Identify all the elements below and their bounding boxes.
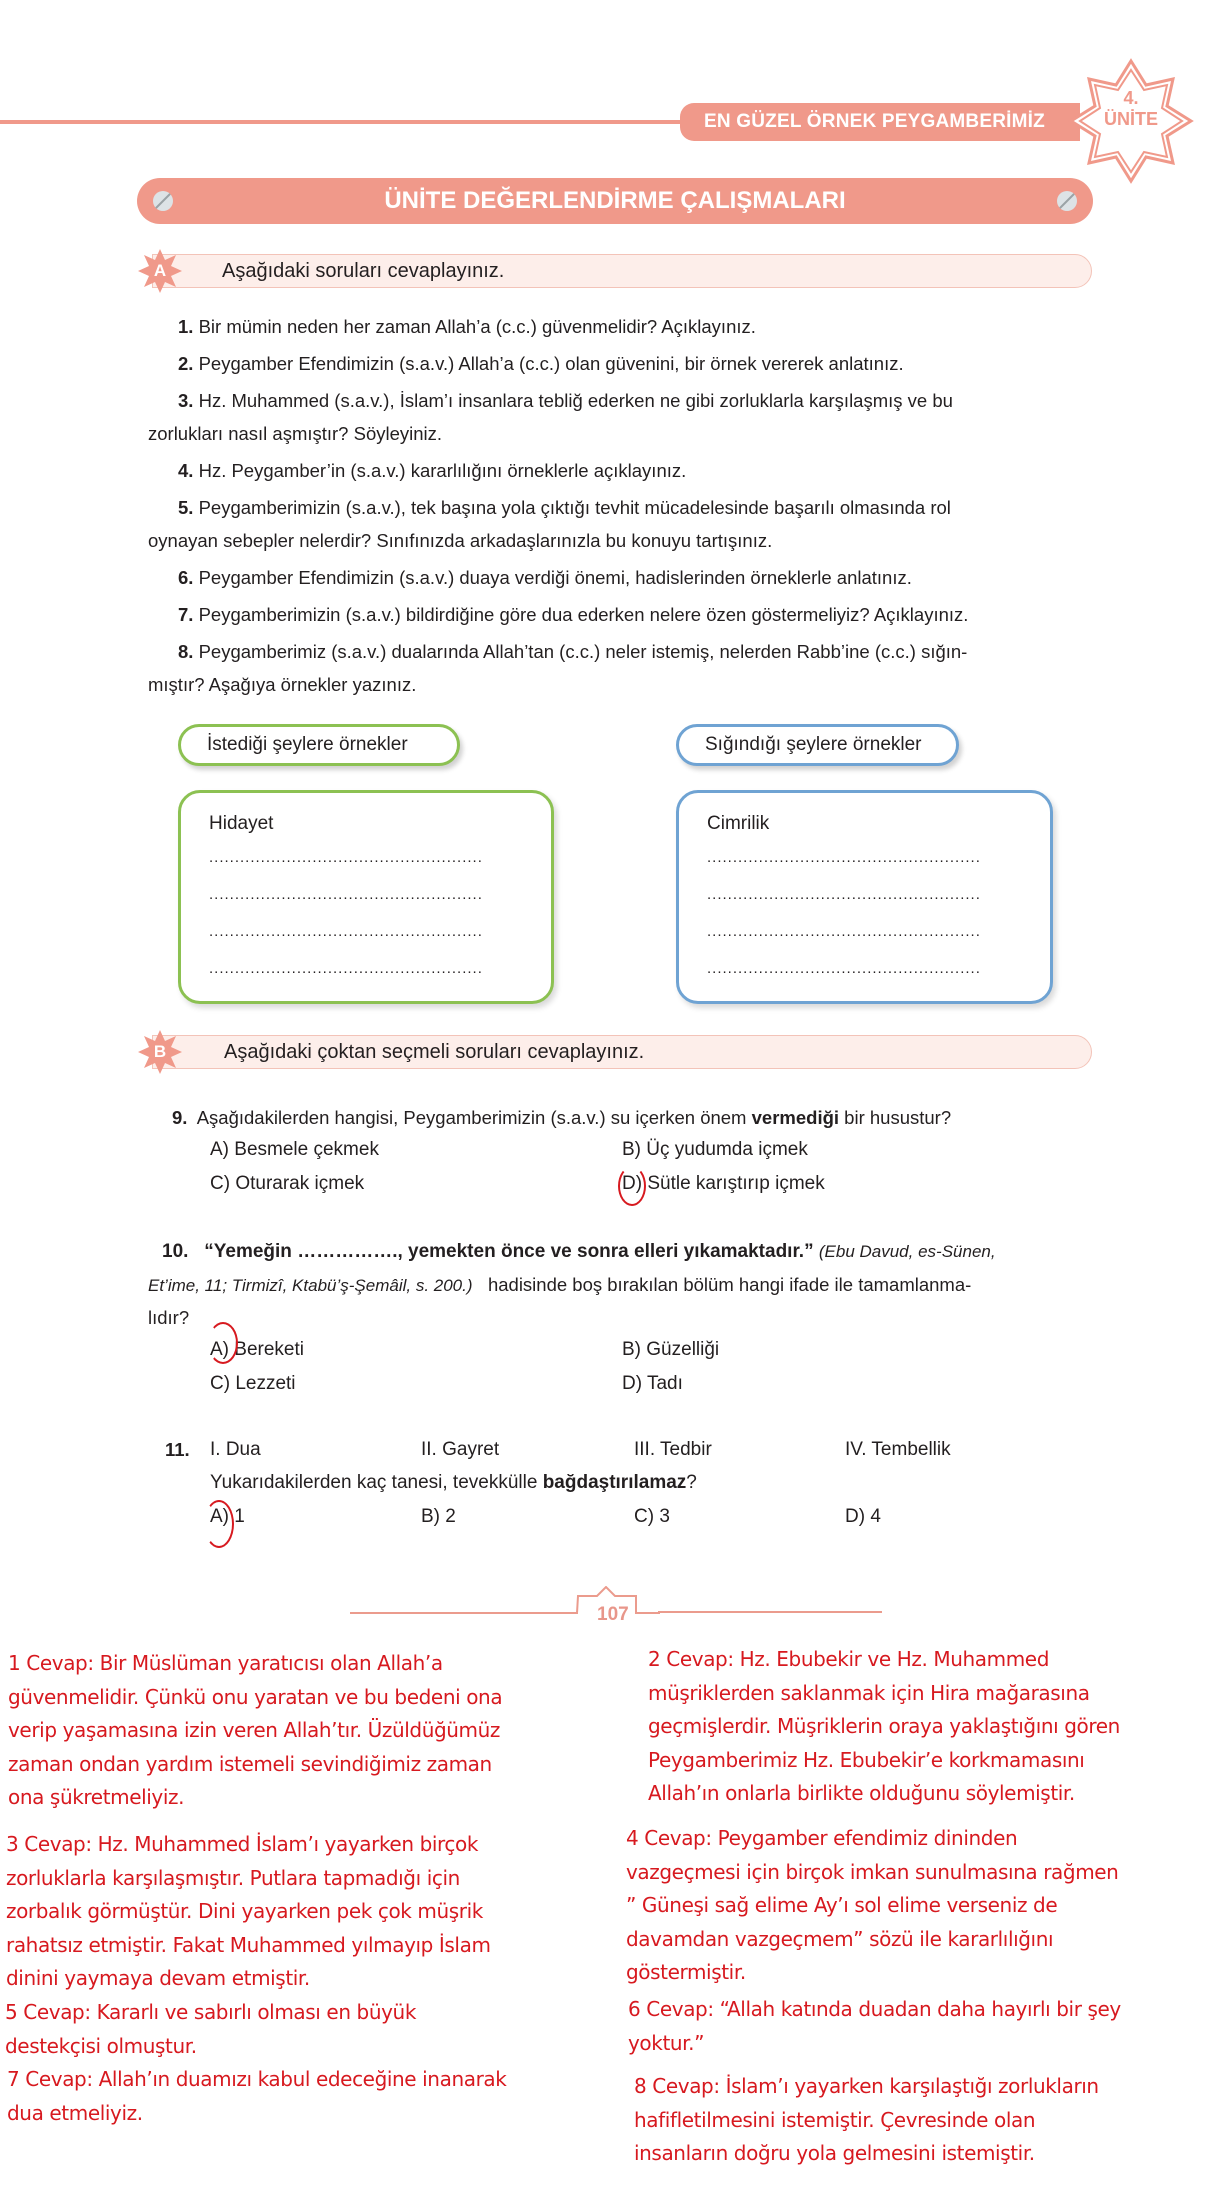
answer-3: 3 Cevap: Hz. Muhammed İslam’ı yayarken birçok zorluklarla karşılaşmıştır. Putlara tapmadığı için zorbalık görmüştür. Dini yayarken pek çok müşrik rahatsız etmiştir. Fakat Muhammed yılmayıp İslam dinini yaymaya devam etmiştir. xyxy=(6,1832,491,1990)
question-3-cont: zorlukları nasıl aşmıştır? Söyleyiniz. xyxy=(148,423,443,444)
question-5-cont: oynayan sebepler nelerdir? Sınıfınızda arkadaşlarınızla bu konuyu tartışınız. xyxy=(148,530,773,551)
question-10: 10. “Yemeğin ……………., yemekten önce ve sonra elleri yıkamaktadır.” (Ebu Davud, es-Sünen, xyxy=(162,1241,996,1262)
refuge-things-box xyxy=(676,790,1053,1004)
section-a-letter: A xyxy=(153,261,167,280)
screw-icon xyxy=(153,191,173,211)
screw-icon xyxy=(1057,191,1077,211)
wanted-things-box xyxy=(178,790,554,1004)
question-3: 3. Hz. Muhammed (s.a.v.), İslam’ı insanlara tebliğ ederken ne gibi zorluklarla karşılaşmış ve bu xyxy=(178,390,953,411)
blank-line[interactable]: ..................................................... xyxy=(209,849,483,866)
page-title-bar xyxy=(137,178,1093,224)
question-10-end: lıdır? xyxy=(148,1307,190,1328)
question-7: 7. Peygamberimizin (s.a.v.) bildirdiğine göre dua ederken nelere özen göstermeliyiz? Açıklayınız. xyxy=(178,604,969,625)
unit-label: ÜNİTE xyxy=(1104,109,1158,129)
q11-item-1: I. Dua xyxy=(210,1439,261,1460)
header-rule xyxy=(0,120,690,124)
q11-item-4: IV. Tembellik xyxy=(845,1439,951,1460)
section-b-letter: B xyxy=(153,1042,167,1061)
question-1: 1. Bir mümin neden her zaman Allah’a (c.c.) güvenmelidir? Açıklayınız. xyxy=(178,316,756,337)
page-rule-right xyxy=(658,1611,882,1613)
wanted-things-label: İstediği şeylere örnekler xyxy=(178,724,460,766)
question-10-cont: Et’ime, 11; Tirmizî, Ktabü’ş-Şemâil, s. 200.) hadisinde boş bırakılan bölüm hangi ifade ile tamamlanma- xyxy=(148,1274,972,1295)
question-9: 9. Aşağıdakilerden hangisi, Peygamberimizin (s.a.v.) su içerken önem vermediği bir husustur? xyxy=(172,1107,952,1128)
q10-option-c[interactable]: C) Lezzeti xyxy=(210,1373,296,1394)
blank-line[interactable]: ..................................................... xyxy=(209,886,483,903)
question-4: 4. Hz. Peygamber’in (s.a.v.) kararlılığını örneklerle açıklayınız. xyxy=(178,460,687,481)
answer-4: 4 Cevap: Peygamber efendimiz dininden vazgeçmesi için birçok imkan sunulmasına rağmen ” Güneşi sağ elime Ay’ı sol elime verseniz de davamdan vazgeçmem” sözü ile kararlılığını göstermiştir. xyxy=(626,1826,1119,1984)
question-8-cont: mıştır? Aşağıya örnekler yazınız. xyxy=(148,674,417,695)
question-8: 8. Peygamberimiz (s.a.v.) dualarında Allah’tan (c.c.) neler istemiş, nelerden Rabb’ine (c.c.) sığın- xyxy=(178,641,968,662)
question-11-num: 11. xyxy=(165,1439,190,1460)
answer-6: 6 Cevap: “Allah katında duadan daha hayırlı bir şey yoktur.” xyxy=(628,1997,1121,2055)
blank-line[interactable]: ..................................................... xyxy=(707,886,981,903)
q11-item-3: III. Tedbir xyxy=(634,1439,712,1460)
question-6: 6. Peygamber Efendimizin (s.a.v.) duaya verdiği önemi, hadislerinden örneklerle anlatınız. xyxy=(178,567,912,588)
unit-number xyxy=(1068,88,1194,130)
answer-7: 7 Cevap: Allah’ın duamızı kabul edeceğine inanarak dua etmeliyiz. xyxy=(7,2067,507,2125)
refuge-first-item: Cimrilik xyxy=(707,813,770,834)
q9-option-b[interactable]: B) Üç yudumda içmek xyxy=(622,1139,808,1160)
answer-1: 1 Cevap: Bir Müslüman yaratıcısı olan Allah’a güvenmelidir. Çünkü onu yaratan ve bu bedeni ona verip yaşamasına izin veren Allah’tır. Üzüldüğümüz zaman ondan yardım istemeli sevindiğimiz zaman ona şükretmeliyiz. xyxy=(8,1651,503,1809)
q10-option-b[interactable]: B) Güzelliği xyxy=(622,1339,720,1360)
unit-banner: EN GÜZEL ÖRNEK PEYGAMBERİMİZ xyxy=(680,103,1080,141)
blank-line[interactable]: ..................................................... xyxy=(707,849,981,866)
blank-line[interactable]: ..................................................... xyxy=(209,960,483,977)
answer-mark-circle xyxy=(618,1166,646,1206)
refuge-things-label: Sığındığı şeylere örnekler xyxy=(676,724,959,766)
q11-option-c[interactable]: C) 3 xyxy=(634,1506,670,1527)
question-5: 5. Peygamberimizin (s.a.v.), tek başına yola çıktığı tevhit mücadelesinde başarılı olmasında rol xyxy=(178,497,951,518)
answer-mark-circle xyxy=(208,1322,238,1364)
section-b-instruction: Aşağıdaki çoktan seçmeli soruları cevaplayınız. xyxy=(224,1041,645,1063)
answer-mark-circle xyxy=(204,1500,234,1548)
page-rule-left xyxy=(350,1612,578,1614)
section-a-instruction: Aşağıdaki soruları cevaplayınız. xyxy=(222,260,505,282)
q9-option-d[interactable]: D) Sütle karıştırıp içmek xyxy=(622,1173,825,1194)
answer-2: 2 Cevap: Hz. Ebubekir ve Hz. Muhammed müşriklerden saklanmak için Hira mağarasına geçmişlerdir. Müşriklerin oraya yaklaştığını gören Peygamberimiz Hz. Ebubekir’e korkmamasını Allah’ın onlarla birlikte olduğunu söylemiştir. xyxy=(648,1647,1120,1805)
q10-option-d[interactable]: D) Tadı xyxy=(622,1373,683,1394)
q11-option-b[interactable]: B) 2 xyxy=(421,1506,456,1527)
q11-option-d[interactable]: D) 4 xyxy=(845,1506,881,1527)
q10-option-a[interactable]: A) Bereketi xyxy=(210,1339,304,1360)
blank-line[interactable]: ..................................................... xyxy=(209,923,483,940)
q9-option-a[interactable]: A) Besmele çekmek xyxy=(210,1139,379,1160)
q11-item-2: II. Gayret xyxy=(421,1439,500,1460)
wanted-first-item: Hidayet xyxy=(209,813,274,834)
blank-line[interactable]: ..................................................... xyxy=(707,960,981,977)
question-11: Yukarıdakilerden kaç tanesi, tevekkülle bağdaştırılamaz? xyxy=(210,1472,697,1493)
page-title: ÜNİTE DEĞERLENDİRME ÇALIŞMALARI xyxy=(384,187,846,214)
unit-number-value: 4. xyxy=(1123,88,1139,108)
blank-line[interactable]: ..................................................... xyxy=(707,923,981,940)
question-2: 2. Peygamber Efendimizin (s.a.v.) Allah’a (c.c.) olan güvenini, bir örnek vererek anlatınız. xyxy=(178,353,904,374)
answer-8: 8 Cevap: İslam’ı yayarken karşılaştığı zorlukların hafifletilmesini istemiştir. Çevresinde olan insanların doğru yola gelmesini istemiştir. xyxy=(634,2074,1099,2165)
q11-option-a[interactable]: A) 1 xyxy=(210,1506,245,1527)
page-number: 107 xyxy=(597,1604,629,1625)
answer-5: 5 Cevap: Kararlı ve sabırlı olması en büyük destekçisi olmuştur. xyxy=(5,2000,417,2058)
q9-option-c[interactable]: C) Oturarak içmek xyxy=(210,1173,365,1194)
